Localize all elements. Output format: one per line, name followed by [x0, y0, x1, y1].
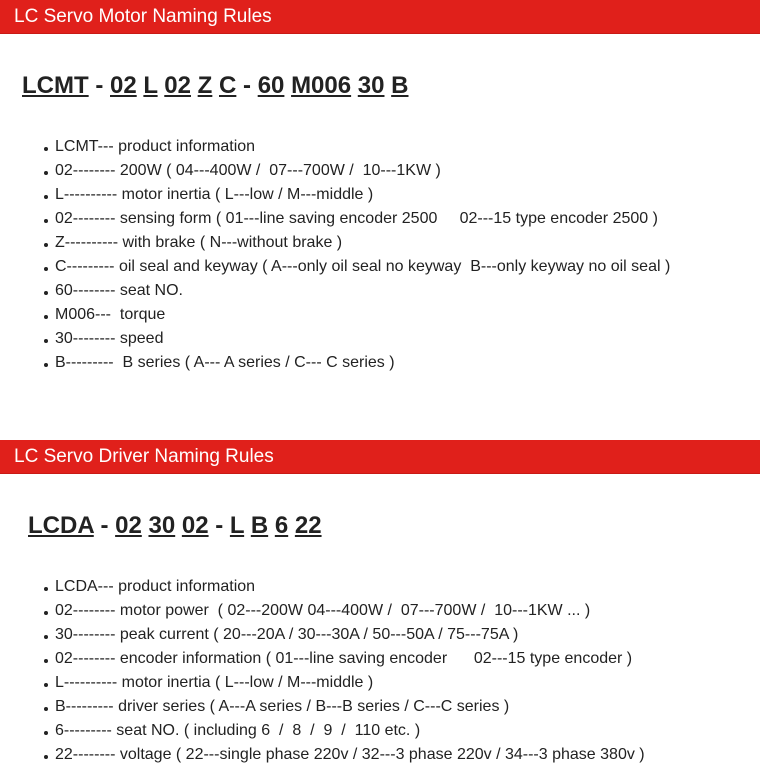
driver-code-seg: 30 — [148, 512, 176, 539]
driver-code-seg: L — [229, 512, 245, 539]
motor-code-seg: C — [219, 72, 237, 99]
motor-section-banner — [0, 0, 760, 34]
list-item: Z---------- with brake ( N---without brake ) — [40, 231, 670, 255]
driver-rules-list — [40, 575, 645, 767]
list-item: L---------- motor inertia ( L---low / M---middle ) — [40, 671, 645, 695]
driver-code-sep: - — [215, 512, 224, 539]
motor-code-seg: M006 — [291, 72, 352, 99]
driver-section-banner — [0, 440, 760, 474]
list-item: LCDA--- product information — [40, 575, 645, 599]
motor-rules-list — [40, 135, 670, 375]
motor-code-seg: 60 — [257, 72, 285, 99]
motor-code-sep: - — [95, 72, 104, 99]
list-item: M006--- torque — [40, 303, 670, 327]
list-item: 6--------- seat NO. ( including 6 / 8 / 9 / 110 etc. ) — [40, 719, 645, 743]
list-item: 30-------- speed — [40, 327, 670, 351]
list-item: B--------- B series ( A--- A series / C--- C series ) — [40, 351, 670, 375]
driver-code-seg: LCDA — [28, 512, 94, 539]
motor-code-seg: LCMT — [22, 72, 89, 99]
motor-code-seg: L — [143, 72, 158, 99]
list-item: 02-------- motor power ( 02---200W 04---400W / 07---700W / 10---1KW ... ) — [40, 599, 645, 623]
list-item: 60-------- seat NO. — [40, 279, 670, 303]
list-item: 02-------- encoder information ( 01---line saving encoder 02---15 type encoder ) — [40, 647, 645, 671]
list-item: B--------- driver series ( A---A series / B---B series / C---C series ) — [40, 695, 645, 719]
driver-section-title: LC Servo Driver Naming Rules — [14, 446, 274, 467]
list-item: C--------- oil seal and keyway ( A---only oil seal no keyway B---only keyway no oil seal ) — [40, 255, 670, 279]
motor-code-sep: - — [243, 72, 252, 99]
motor-code-seg: B — [391, 72, 409, 99]
motor-code-seg: 30 — [357, 72, 385, 99]
driver-code-seg: 02 — [181, 512, 209, 539]
motor-code-seg: 02 — [110, 72, 137, 99]
driver-code-seg: B — [250, 512, 269, 539]
list-item: 02-------- sensing form ( 01---line saving encoder 2500 02---15 type encoder 2500 ) — [40, 207, 670, 231]
motor-code-seg: Z — [197, 72, 213, 99]
list-item: 02-------- 200W ( 04---400W / 07---700W / 10---1KW ) — [40, 159, 670, 183]
driver-code-seg: 02 — [115, 512, 142, 539]
list-item: 30-------- peak current ( 20---20A / 30---30A / 50---50A / 75---75A ) — [40, 623, 645, 647]
driver-code-seg: 6 — [274, 512, 289, 539]
motor-code-seg: 02 — [164, 72, 191, 99]
list-item: L---------- motor inertia ( L---low / M---middle ) — [40, 183, 670, 207]
list-item: LCMT--- product information — [40, 135, 670, 159]
driver-code-sep: - — [100, 512, 109, 539]
motor-model-code — [22, 72, 409, 100]
list-item: 22-------- voltage ( 22---single phase 220v / 32---3 phase 220v / 34---3 phase 380v ) — [40, 743, 645, 767]
driver-model-code — [28, 512, 322, 540]
driver-code-seg: 22 — [294, 512, 322, 539]
motor-section-title: LC Servo Motor Naming Rules — [14, 6, 272, 27]
